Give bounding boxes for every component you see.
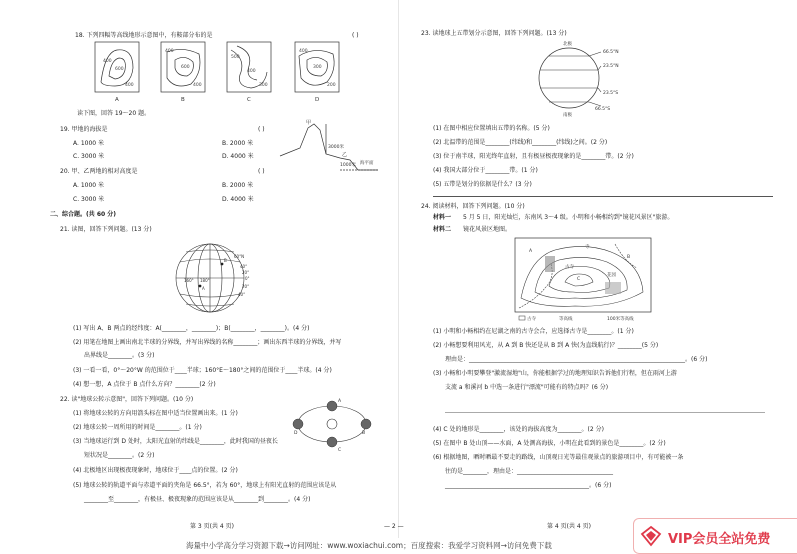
scenic-feature — [545, 256, 555, 272]
diamond-icon — [640, 525, 662, 547]
q21-item: (3) 一看一看，0°～20°W 的范围位于____半球；160°E～180°之间的范围位于____半球。(4 分) — [73, 367, 332, 374]
q18-contour-value: 400 — [103, 59, 112, 64]
q24-item: (2) 小畅想要利用风光，从 A 到 B 快还是从 B 到 A 快(为直线航行)？________(5 分) — [433, 342, 659, 349]
lat-23s-label: 23.5°S — [603, 91, 619, 96]
height-1000-label: 1000米 — [340, 163, 356, 168]
vip-badge-label: VIP会员全站免费 — [668, 532, 771, 547]
orbit-label: A — [338, 399, 342, 404]
watermark-text[interactable]: 海量中小学高分学习资源下载→访问网址：www.woxiachui.com；百度搜索：我爱学习资料网→访问免费下载 — [186, 541, 552, 550]
q22-orbit-diagram — [292, 396, 372, 452]
q19-option: D. 4000 米 — [222, 153, 254, 160]
material1-text: 5 月 5 日，阳光灿烂，东南风 3～4 级。小明和小畅相约到"镜花风景区"旅游。 — [463, 214, 674, 221]
globe-label: 160° — [184, 278, 194, 283]
q18-contour-value: 400 — [125, 83, 134, 88]
q19-option: B. 2000 米 — [222, 140, 254, 147]
q23-item: (4) 我国大部分位于________带。(1 分) — [433, 167, 538, 174]
map-place: 寺 — [585, 245, 590, 250]
q20-option: B. 2000 米 — [222, 182, 254, 189]
q24-item: 往的是________，理由是：________________________________ — [445, 468, 614, 475]
orbit-label: D — [294, 431, 298, 436]
globe-label: 40° — [240, 264, 248, 269]
height-3000-label: 3000米 — [328, 145, 344, 150]
material2-text: 镜花风景区地图。 — [463, 226, 512, 233]
q18-contour-value: 400 — [247, 69, 256, 74]
q18-contour-value: 300 — [259, 83, 268, 88]
q22-item: (5) 地球公转的轨道平面与赤道平面的夹角是 66.5°，若为 60°，地球上有阳光直射的范围应该是从 — [73, 482, 337, 489]
q21-item: (2) 用笔在地图上画出南北半球的分界线，并写出界线的名称________；画出东西半球的分界线，并写 — [73, 339, 342, 346]
q18-contour-value: 200 — [327, 83, 336, 88]
earth-a — [327, 401, 337, 411]
globe-label: 0° — [245, 276, 250, 281]
q24-item: (4) C 处的地形是________，该处的海拔高度为________。(2 分) — [433, 426, 604, 433]
point-a-marker — [199, 285, 202, 288]
q23-item: (3) 位于南半球，阳光终年直射，且有极昼极夜现象的是________带。(2 分) — [433, 153, 634, 160]
q24-item: (3) 小畅和小明要攀登"激流湿地"山，你能根据学过的地理知识告诉他们行程，但在雨河上游 — [433, 370, 677, 377]
q20-paren: ( ) — [258, 168, 265, 175]
globe-label: 40° — [238, 292, 246, 297]
q18-map-label: D — [315, 97, 320, 103]
q18-contour-value: 600 — [181, 65, 190, 70]
right-page — [399, 0, 797, 540]
legend-item: 古寺 — [527, 317, 536, 322]
q23-item: (2) 北温带的范围是________(纬线)和________(纬线)之间。(2 分) — [433, 139, 608, 146]
q23-item: (5) 五带是划分的依据是什么？(3 分) — [433, 181, 532, 188]
q18-map-label: A — [115, 97, 119, 103]
q20-option: A. 1000 米 — [73, 182, 104, 189]
q21-item: (1) 写出 A、B 两点的经纬度：A(________，________)；B(________，________)。(4 分) — [73, 325, 310, 332]
q18-contour-value: 400 — [193, 83, 202, 88]
earth-b — [361, 419, 371, 429]
point-b-marker — [221, 263, 224, 266]
globe-label: A — [202, 286, 205, 291]
sun — [327, 419, 337, 429]
q24-item: 理由是：________________________________________________________________________。(6 分) — [445, 356, 708, 363]
material2-label: 材料二 — [433, 226, 452, 233]
earth-c — [327, 437, 337, 447]
q21-title: 21. 读图，回答下列问题。(13 分) — [60, 226, 152, 233]
scenic-feature — [605, 282, 621, 294]
q23-item: (1) 在图中相应位置填出五带的名称。(5 分) — [433, 125, 550, 132]
q24-scenic-map — [515, 238, 651, 322]
q23-five-zones-diagram — [537, 42, 647, 118]
q20-option: C. 3000 米 — [73, 196, 105, 203]
jia-label: 甲 — [306, 120, 312, 126]
yi-label: 乙 — [342, 152, 348, 158]
map-place: C — [577, 277, 581, 282]
lat-66n-label: 66.5°N — [603, 50, 619, 55]
globe-label: 20° — [242, 284, 250, 289]
map-place: B — [627, 255, 631, 260]
north-pole-label: 北极 — [563, 42, 572, 47]
earth-d — [293, 419, 303, 429]
q24-title: 24. 阅读材料，回答下列问题。(10 分) — [421, 203, 525, 210]
q21-item: (4) 想一想，A 点位于 B 点什么方向？________(2 分) — [73, 381, 216, 388]
q22-item: 短状况是________。(2 分) — [84, 452, 155, 459]
q24-item: ________________________________________________。(6 分) — [445, 482, 612, 489]
globe-label: B — [224, 258, 227, 263]
right-page-footer: 第 4 页(共 4 页) — [547, 523, 591, 530]
left-page — [0, 0, 398, 540]
vip-badge[interactable] — [633, 518, 797, 554]
q21-item: 出界线是________。(3 分) — [84, 352, 155, 359]
globe-label: 180° — [200, 278, 210, 283]
material1-label: 材料一 — [433, 214, 452, 221]
q19-text: 19. 甲地的海拔是 — [60, 126, 108, 133]
q22-item: (3) 当地球运行到 D 处时，太阳光直射的纬线是________，此时我国的昼夜长 — [73, 438, 278, 445]
q19-intro: 读下图，回答 19～20 题。 — [77, 110, 151, 117]
q18-contour-value: 500 — [231, 55, 240, 60]
q24-item: (6) 根据地图，晒时晒最不要走的路线，山顶观日光等最佳观景点的旅游项目中，有可能被一条 — [433, 454, 684, 461]
q23-title: 23. 读地球上五带划分示意图，回答下列问题。(13 分) — [421, 30, 567, 37]
map-frame — [515, 238, 651, 312]
q22-item: (1) 将地球公转的方向用箭头标在图中适当位置画出来。(1 分) — [73, 410, 238, 417]
lat-23n-label: 23.5°N — [603, 64, 619, 69]
q20-text: 20. 甲、乙两地的相对高度是 — [60, 168, 138, 175]
q18-contour-maps — [95, 42, 355, 104]
q19-paren: ( ) — [258, 126, 265, 133]
q19-option: C. 3000 米 — [73, 153, 105, 160]
center-page-number: — 2 — — [384, 523, 404, 530]
legend-item: 等高线 — [559, 317, 573, 322]
q22-item: (4) 北极地区出现极夜现象时，地球位于____点的位置。(2 分) — [73, 467, 238, 474]
orbit-label: C — [338, 448, 342, 453]
q18-map-label: B — [181, 97, 185, 103]
left-page-footer: 第 3 页(共 4 页) — [190, 523, 234, 530]
q21-globe — [170, 240, 250, 316]
q24-item: (1) 小明和小畅相约在尼湖之南的古寺会合，应选择古寺是________。(1 分) — [433, 328, 634, 335]
q23-answer-line[interactable] — [433, 196, 773, 197]
q18-map-label: C — [247, 97, 251, 103]
q18-contour-value: 600 — [115, 67, 124, 72]
map-place: 花园 — [607, 273, 616, 278]
q18-contour-value: 400 — [165, 49, 174, 54]
lat-66s-label: 66.5°S — [595, 107, 611, 112]
orbit-label: B — [362, 431, 366, 436]
map-place: 古寺 — [565, 265, 574, 270]
terrain-profile-figure — [280, 118, 380, 178]
q24-answer-line[interactable] — [445, 412, 765, 413]
q18-contour-value: 400 — [299, 49, 308, 54]
q20-option: D. 4000 米 — [222, 196, 254, 203]
q22-title: 22. 读"地球公转示意图"，回答下列问题。(10 分) — [60, 396, 194, 403]
sea-level-label: 海平面 — [360, 161, 374, 166]
q19-option: A. 1000 米 — [73, 140, 104, 147]
globe-label: 20° — [242, 270, 250, 275]
legend-item: 100米等高线 — [607, 317, 634, 322]
q18-text: 18. 下列四幅等高线地形示意图中，有鞍部分布的是 — [75, 32, 213, 39]
section2-title: 二、综合题。(共 60 分) — [50, 211, 117, 218]
q18-contour-value: 300 — [313, 65, 322, 70]
q22-item: ________至________，有极昼、极夜现象的范围应该是从________到________。(4 分) — [84, 496, 311, 503]
globe-label: 60°N — [234, 254, 245, 259]
q18-paren: ( ) — [352, 32, 359, 39]
map-place: A — [529, 249, 533, 254]
q24-item: 支流 a 和溪河 b 中选一条进行"漂流"可能有的特点吗？(6 分) — [445, 384, 609, 391]
south-pole-label: 南极 — [563, 113, 572, 118]
q22-item: (2) 地球公转一周所用的时间是________。(1 分) — [73, 424, 202, 431]
q24-item: (5) 在图中 B 处山顶——水面，A 处测高海拔，小明在此看到的景色是________。(2 分) — [433, 440, 666, 447]
